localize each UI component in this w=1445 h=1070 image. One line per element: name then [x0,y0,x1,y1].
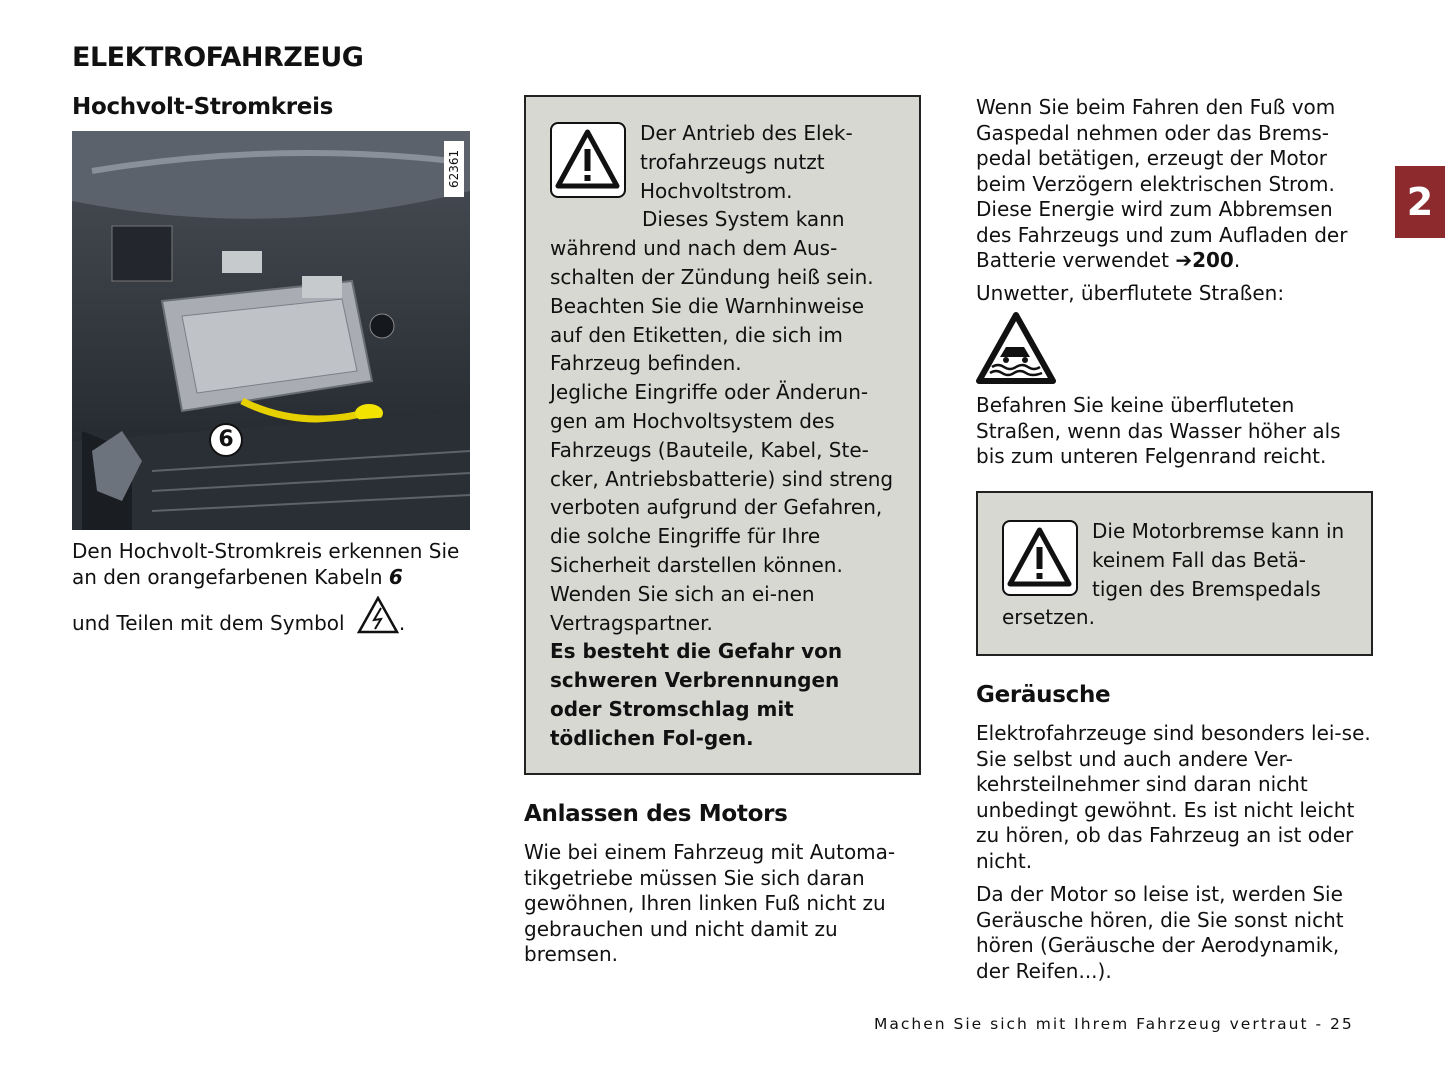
warning-line-1: Der Antrieb des Elek- [640,121,853,145]
warning-bold: Es besteht die Gefahr von schweren Verbrennungen oder Stromschlag mit tödlichen Fol-gen. [550,639,843,750]
warning-para-2: Jegliche Eingriffe oder Änderun-gen am Hochvoltsystem des Fahrzeugs (Bauteile, Kabel, Ste-cker, Antriebsbatterie) sind streng verboten aufgrund der Gefahren, die solche Eingriffe für Ihre Sicherheit darstellen können. Wenden Sie sich an ei-nen Vertragspartner. [550,380,894,635]
page-title: ELEKTROFAHRZEUG [72,42,364,73]
caption-text: Den Hochvolt-Stromkreis erkennen Sie an den orangefarbenen Kabeln [72,539,460,589]
flood-label: Unwetter, überflutete Straßen: [976,281,1285,305]
section-heading-geraeusche: Geräusche [976,682,1111,708]
hochvolt-caption-2 [72,596,482,637]
anlassen-text: Wie bei einem Fahrzeug mit Automa-tikgetriebe müssen Sie sich daran gewöhnen, Ihren linken Fuß nicht zu gebrauchen und nicht damit zu bremsen. [524,840,896,966]
section-heading-hochvolt: Hochvolt-Stromkreis [72,94,334,120]
section-heading-anlassen: Anlassen des Motors [524,801,788,827]
warning-line-2: trofahrzeugs nutzt [640,149,825,174]
engine-bay-illustration [72,131,470,530]
image-id-label: 62361 [444,141,464,197]
warning-triangle-icon [550,122,626,198]
caption-end: . [398,611,406,635]
noise-text-2: Da der Motor so leise ist, werden Sie Geräusche hören, die Sie sonst nicht hören (Geräusche der Aerodynamik, der Reifen...). [976,882,1344,983]
noise-text-1: Elektrofahrzeuge sind besonders lei-se. Sie selbst und auch andere Ver-kehrsteilnehmer sind daran nicht unbedingt gewöhnt. Es ist nicht leicht zu hören, ob das Fahrzeug an ist oder nicht. [976,721,1371,873]
page-ref[interactable]: 200 [1192,248,1234,272]
regeneration-body: Wenn Sie beim Fahren den Fuß vom Gaspedal nehmen oder das Brems-pedal betätigen, erzeugt der Motor beim Verzögern elektrischen Strom. Diese Energie wird zum Abbremsen des Fahrzeugs und zum Aufladen der Batterie verwendet [976,95,1348,272]
flood-text: Befahren Sie keine überfluteten Straßen, wenn das Wasser höher als bis zum unteren Felgenrand reicht. [976,393,1341,468]
hochvolt-caption [72,539,482,590]
caption-ref: 6 [388,564,403,589]
caption-text-2: und Teilen mit dem Symbol [72,611,345,635]
regeneration-text [976,95,1372,274]
arrow-icon: ➔ [1175,248,1193,272]
engine-bay-photo [72,131,470,530]
callout-number: 6 [209,423,243,457]
flooded-road-icon [976,311,1056,385]
warning-triangle-icon [1002,520,1078,596]
high-voltage-icon [357,596,399,634]
warning-text [550,119,895,753]
page-footer: Machen Sie sich mit Ihrem Fahrzeug vertraut - 25 [874,1015,1354,1033]
warning-line-3: Hochvoltstrom. [640,178,793,203]
warning-rest: während und nach dem Aus-schalten der Zündung heiß sein. Beachten Sie die Warnhinweise auf den Etiketten, die sich im Fahrzeug befinden. [550,236,874,376]
engine-brake-warning-box [976,491,1373,656]
chapter-tab: 2 [1395,166,1445,238]
engine-brake-warning-text: Die Motorbremse kann in keinem Fall das Betä-tigen des Bremspedals ersetzen. [1002,519,1345,630]
warning-line-4: Dieses System kann [642,207,845,232]
high-voltage-warning-box [524,95,921,775]
page-ref-end: . [1233,248,1241,272]
